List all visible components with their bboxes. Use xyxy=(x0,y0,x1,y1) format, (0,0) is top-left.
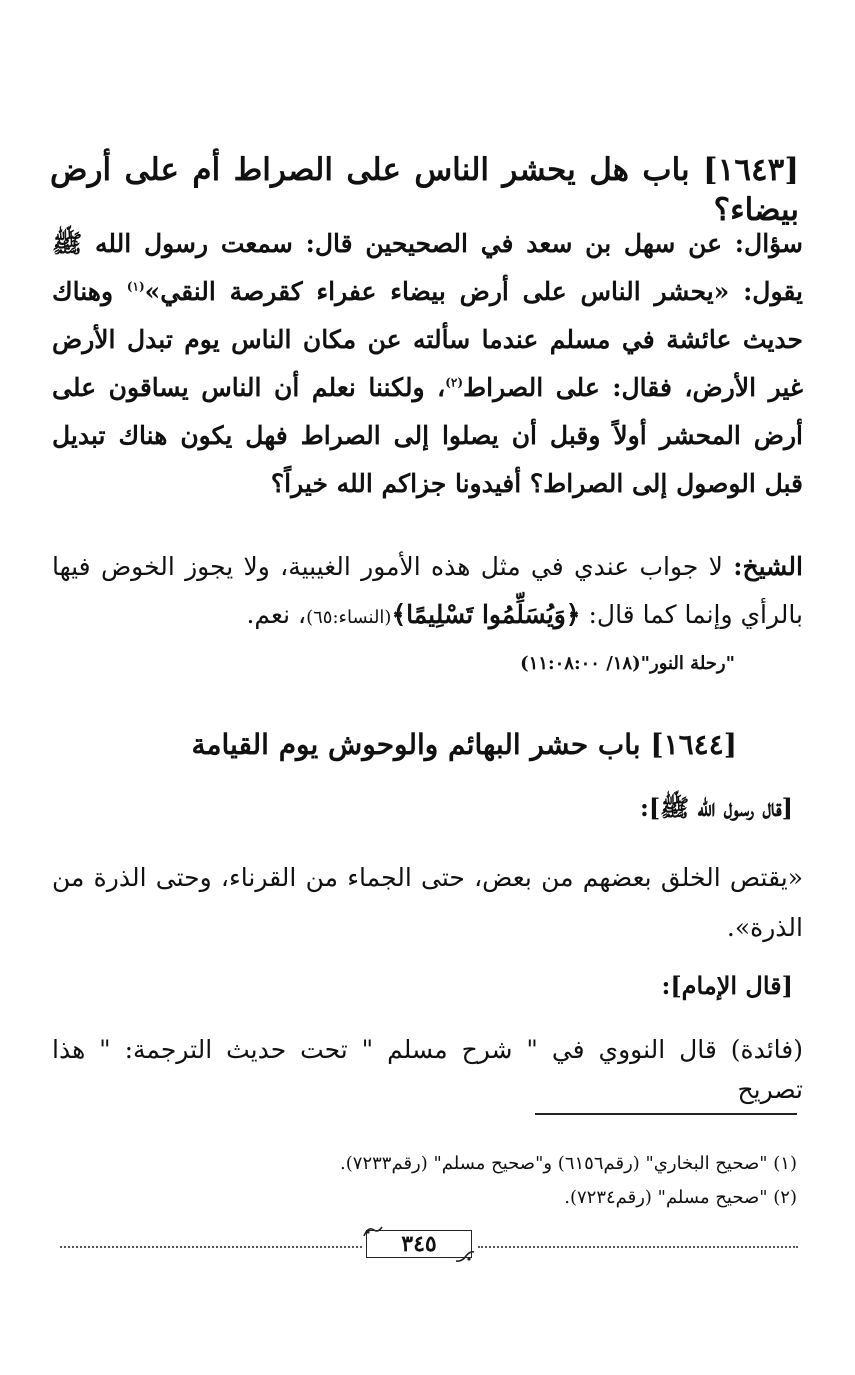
footnote-ref-1[interactable]: (١) xyxy=(126,279,145,294)
page-number: ٣٤٥ xyxy=(401,1231,437,1257)
chapter-1643-heading: [١٦٤٣] باب هل يحشر الناس على الصراط أم على أرض بيضاء؟ xyxy=(50,152,799,228)
question-paragraph xyxy=(52,220,803,508)
answer-text-b: ، نعم. xyxy=(246,600,307,629)
prophet-said-label: [قال رسول الله ﷺ]: xyxy=(639,793,793,822)
quran-reference: (النساء:٦٥) xyxy=(306,607,392,628)
question-text-a: عن سهل بن سعد في الصحيحين قال: سمعت رسول الله ﷺ يقول: «يحشر الناس على أرض بيضاء عفراء كقرصة النقي» xyxy=(52,229,803,306)
question-text-c: ، ولكننا نعلم أن الناس يساقون على أرض المحشر أولاً وقبل أن يصلوا إلى الصراط فهل يكون هناك تبديل قبل الوصول إلى الصراط؟ أفيدونا جزاكم الله خيراً؟ xyxy=(52,373,803,498)
imam-said-label: [قال الإمام]: xyxy=(661,971,793,1000)
quran-verse: ﴿وَيُسَلِّمُوا تَسْلِيمًا﴾ xyxy=(391,600,581,629)
footnote-2: (٢) "صحيح مسلم" (رقم٧٢٣٤). xyxy=(564,1187,797,1208)
footnote-separator xyxy=(535,1113,797,1115)
footnote-1: (١) "صحيح البخاري" (رقم٦١٥٦) و"صحيح مسلم" (رقم٧٢٣٣). xyxy=(340,1153,797,1174)
faida-paragraph: (فائدة) قال النووي في " شرح مسلم " تحت حديث الترجمة: " هذا تصريح xyxy=(52,1035,803,1104)
answer-paragraph xyxy=(52,543,803,642)
question-text-b: وهناك حديث عائشة في مسلم عندما سألته عن مكان الناس يوم تبدل الأرض غير الأرض، فقال: على الصراط xyxy=(52,277,803,402)
answer-text-a: لا جواب عندي في مثل هذه الأمور الغيبية، ولا يجوز الخوض فيها بالرأي وإنما كما قال: xyxy=(52,552,803,629)
source-reference: "رحلة النور"(١٨/ ١١:٠٨:٠٠) xyxy=(520,653,735,674)
question-label: سؤال: xyxy=(734,229,803,258)
footer-dotted-line-right xyxy=(478,1246,798,1248)
footer-dotted-line-left xyxy=(60,1246,362,1248)
answer-label: الشيخ: xyxy=(733,552,803,581)
chapter-1644-heading: [١٦٤٤] باب حشر البهائم والوحوش يوم القيامة xyxy=(191,728,737,761)
footnote-ref-2[interactable]: (٢) xyxy=(445,375,464,390)
hadith-text: «يقتص الخلق بعضهم من بعض، حتى الجماء من القرناء، وحتى الذرة من الذرة». xyxy=(52,863,803,942)
